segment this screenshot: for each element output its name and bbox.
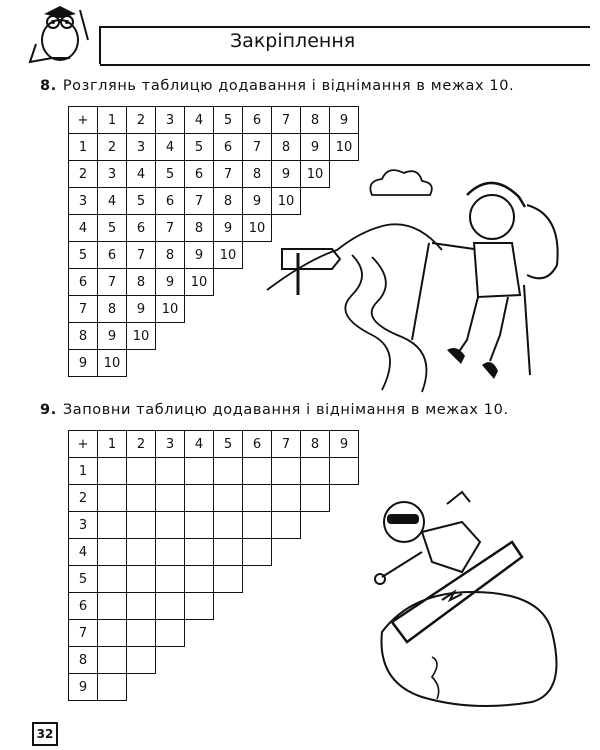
table-cell: 9 — [272, 161, 301, 188]
table-cell: 10 — [243, 215, 272, 242]
blank-cell — [272, 539, 301, 566]
column-header: 8 — [301, 431, 330, 458]
page-number: 32 — [32, 722, 58, 746]
answer-cell[interactable] — [98, 674, 127, 701]
snowboarder-illustration — [362, 482, 572, 712]
answer-cell[interactable] — [156, 620, 185, 647]
blank-cell — [301, 539, 330, 566]
table-cell: 9 — [243, 188, 272, 215]
blank-cell — [301, 674, 330, 701]
blank-cell — [330, 620, 359, 647]
table-cell: 6 — [156, 188, 185, 215]
table-row — [69, 593, 359, 620]
trail-path — [345, 255, 390, 390]
answer-cell[interactable] — [272, 458, 301, 485]
blank-cell — [272, 674, 301, 701]
answer-cell[interactable] — [156, 485, 185, 512]
task-9-instruction — [40, 402, 509, 418]
blank-cell — [301, 647, 330, 674]
table-cell: 8 — [127, 269, 156, 296]
table-cell: 9 — [301, 134, 330, 161]
answer-cell[interactable] — [330, 458, 359, 485]
blank-cell — [243, 674, 272, 701]
table-cell: 7 — [185, 188, 214, 215]
table-row — [69, 566, 359, 593]
table-cell: 3 — [69, 188, 98, 215]
column-header: 6 — [243, 431, 272, 458]
task-9-number: 9. — [40, 402, 57, 418]
table-cell: 10 — [185, 269, 214, 296]
answer-cell[interactable] — [243, 485, 272, 512]
table-cell: 4 — [127, 161, 156, 188]
blank-cell — [272, 593, 301, 620]
table-row — [69, 674, 359, 701]
table-cell: 5 — [185, 134, 214, 161]
table-cell: 1 — [69, 134, 98, 161]
blank-cell — [272, 620, 301, 647]
answer-cell[interactable] — [98, 539, 127, 566]
table-cell: 8 — [272, 134, 301, 161]
table-header-row — [69, 107, 388, 134]
table-cell: 9 — [185, 242, 214, 269]
answer-cell[interactable] — [156, 512, 185, 539]
hiker-boy-icon — [412, 183, 558, 379]
table-cell: 6 — [127, 215, 156, 242]
answer-cell[interactable] — [185, 593, 214, 620]
row-header: 6 — [69, 593, 98, 620]
answer-cell[interactable] — [127, 485, 156, 512]
blank-cell — [301, 593, 330, 620]
blank-cell — [127, 674, 156, 701]
blank-cell — [185, 323, 214, 350]
blank-cell — [214, 593, 243, 620]
row-header: 8 — [69, 647, 98, 674]
table-cell: 3 — [127, 134, 156, 161]
table-cell: 5 — [69, 242, 98, 269]
answer-cell[interactable] — [156, 566, 185, 593]
blank-cell — [243, 620, 272, 647]
blank-cell — [330, 539, 359, 566]
blank-cell — [301, 512, 330, 539]
blank-cell — [185, 647, 214, 674]
table-cell: 7 — [98, 269, 127, 296]
table-cell: 7 — [243, 134, 272, 161]
answer-cell[interactable] — [98, 512, 127, 539]
table-header-row — [69, 431, 359, 458]
blank-cell — [330, 647, 359, 674]
table-cell: 6 — [69, 269, 98, 296]
cloud-icon — [370, 170, 431, 195]
answer-cell[interactable] — [272, 485, 301, 512]
row-header: 1 — [69, 458, 98, 485]
blank-cell — [214, 647, 243, 674]
answer-cell[interactable] — [127, 620, 156, 647]
table-cell: 10 — [330, 134, 359, 161]
snowboarder-icon — [375, 492, 522, 642]
answer-cell[interactable] — [127, 539, 156, 566]
answer-cell[interactable] — [214, 458, 243, 485]
table-cell: 7 — [214, 161, 243, 188]
answer-cell[interactable] — [214, 566, 243, 593]
table-cell: 6 — [98, 242, 127, 269]
column-header: 7 — [272, 431, 301, 458]
table-cell: 10 — [127, 323, 156, 350]
answer-cell[interactable] — [185, 566, 214, 593]
blank-cell — [272, 647, 301, 674]
answer-cell[interactable] — [185, 512, 214, 539]
answer-cell[interactable] — [185, 539, 214, 566]
column-header: 3 — [156, 431, 185, 458]
blank-cell — [272, 566, 301, 593]
page-title: Закріплення — [230, 30, 356, 52]
task-8-number: 8. — [40, 78, 57, 94]
answer-cell[interactable] — [185, 485, 214, 512]
blank-cell — [243, 593, 272, 620]
row-header: 7 — [69, 620, 98, 647]
blank-cell — [330, 512, 359, 539]
table-cell: 5 — [156, 161, 185, 188]
answer-cell[interactable] — [98, 458, 127, 485]
blank-cell — [156, 350, 185, 377]
blank-cell — [243, 647, 272, 674]
blank-cell — [214, 350, 243, 377]
answer-cell[interactable] — [301, 485, 330, 512]
header-bottom-rule — [100, 64, 590, 66]
blank-cell — [214, 620, 243, 647]
table-cell: 5 — [98, 215, 127, 242]
row-header: 2 — [69, 485, 98, 512]
answer-cell[interactable] — [185, 458, 214, 485]
column-header: 4 — [185, 431, 214, 458]
blank-cell — [156, 647, 185, 674]
table-corner: + — [69, 431, 98, 458]
answer-cell[interactable] — [214, 539, 243, 566]
blank-cell — [214, 296, 243, 323]
blank-cell — [127, 350, 156, 377]
table-cell: 4 — [156, 134, 185, 161]
blank-cell — [185, 674, 214, 701]
header-top-rule — [100, 26, 590, 28]
column-header: 5 — [214, 431, 243, 458]
blank-cell — [185, 350, 214, 377]
addition-table-to-fill — [68, 430, 359, 701]
table-cell: 7 — [127, 242, 156, 269]
answer-cell[interactable] — [156, 539, 185, 566]
column-header: 8 — [301, 107, 330, 134]
column-header: 4 — [185, 107, 214, 134]
answer-cell[interactable] — [127, 566, 156, 593]
table-cell: 10 — [272, 188, 301, 215]
column-header: 6 — [243, 107, 272, 134]
snow-hill-outline — [382, 592, 557, 706]
blank-cell — [214, 269, 243, 296]
table-cell: 2 — [69, 161, 98, 188]
row-header: 4 — [69, 539, 98, 566]
table-row — [69, 620, 359, 647]
column-header: 2 — [127, 431, 156, 458]
task-8-instruction — [40, 78, 514, 94]
column-header: 9 — [330, 107, 359, 134]
blank-cell — [156, 674, 185, 701]
table-cell: 7 — [156, 215, 185, 242]
table-cell: 3 — [98, 161, 127, 188]
blank-cell — [330, 593, 359, 620]
blank-cell — [243, 566, 272, 593]
table-cell: 5 — [127, 188, 156, 215]
table-cell: 10 — [156, 296, 185, 323]
table-cell: 6 — [185, 161, 214, 188]
hiker-illustration — [262, 165, 582, 395]
answer-cell[interactable] — [243, 458, 272, 485]
answer-cell[interactable] — [272, 512, 301, 539]
blank-cell — [330, 566, 359, 593]
answer-cell[interactable] — [127, 593, 156, 620]
column-header: 1 — [98, 107, 127, 134]
table-row — [69, 539, 359, 566]
answer-cell[interactable] — [243, 512, 272, 539]
table-cell: 8 — [156, 242, 185, 269]
table-cell: 9 — [156, 269, 185, 296]
answer-cell[interactable] — [214, 485, 243, 512]
blank-cell — [214, 674, 243, 701]
blank-cell — [301, 566, 330, 593]
answer-cell[interactable] — [98, 620, 127, 647]
answer-cell[interactable] — [156, 593, 185, 620]
answer-cell[interactable] — [98, 485, 127, 512]
table-row — [69, 485, 359, 512]
column-header: 9 — [330, 431, 359, 458]
table-cell: 10 — [98, 350, 127, 377]
answer-cell[interactable] — [156, 458, 185, 485]
table-cell: 4 — [98, 188, 127, 215]
table-cell: 9 — [127, 296, 156, 323]
table-cell: 8 — [214, 188, 243, 215]
header-divider — [99, 26, 101, 64]
answer-cell[interactable] — [301, 458, 330, 485]
table-row — [69, 134, 388, 161]
column-header: 7 — [272, 107, 301, 134]
table-cell: 8 — [185, 215, 214, 242]
blank-cell — [156, 323, 185, 350]
table-cell: 10 — [214, 242, 243, 269]
answer-cell[interactable] — [214, 512, 243, 539]
table-cell: 8 — [69, 323, 98, 350]
blank-cell — [214, 323, 243, 350]
table-corner: + — [69, 107, 98, 134]
table-row — [69, 458, 359, 485]
table-cell: 9 — [98, 323, 127, 350]
table-cell: 6 — [214, 134, 243, 161]
table-cell: 2 — [98, 134, 127, 161]
answer-cell[interactable] — [98, 566, 127, 593]
blank-cell — [301, 620, 330, 647]
blank-cell — [330, 485, 359, 512]
table-cell: 4 — [69, 215, 98, 242]
table-cell: 9 — [214, 215, 243, 242]
table-row — [69, 647, 359, 674]
blank-cell — [330, 674, 359, 701]
blank-cell — [185, 620, 214, 647]
column-header: 5 — [214, 107, 243, 134]
column-header: 1 — [98, 431, 127, 458]
table-cell: 10 — [301, 161, 330, 188]
blank-cell — [185, 296, 214, 323]
answer-cell[interactable] — [98, 647, 127, 674]
table-cell: 9 — [69, 350, 98, 377]
column-header: 3 — [156, 107, 185, 134]
blank-cell — [359, 107, 388, 134]
table-cell: 8 — [98, 296, 127, 323]
column-header: 2 — [127, 107, 156, 134]
row-header: 3 — [69, 512, 98, 539]
row-header: 5 — [69, 566, 98, 593]
answer-cell[interactable] — [127, 512, 156, 539]
table-row — [69, 512, 359, 539]
answer-cell[interactable] — [127, 647, 156, 674]
task-9-text: Заповни таблицю додавання і віднімання в межах 10. — [62, 402, 509, 418]
owl-teacher-icon — [22, 0, 102, 68]
table-cell: 7 — [69, 296, 98, 323]
row-header: 9 — [69, 674, 98, 701]
signpost-icon — [282, 249, 340, 295]
answer-cell[interactable] — [127, 458, 156, 485]
table-cell: 8 — [243, 161, 272, 188]
answer-cell[interactable] — [98, 593, 127, 620]
task-8-text: Розглянь таблицю додавання і віднімання в межах 10. — [62, 78, 515, 94]
answer-cell[interactable] — [243, 539, 272, 566]
